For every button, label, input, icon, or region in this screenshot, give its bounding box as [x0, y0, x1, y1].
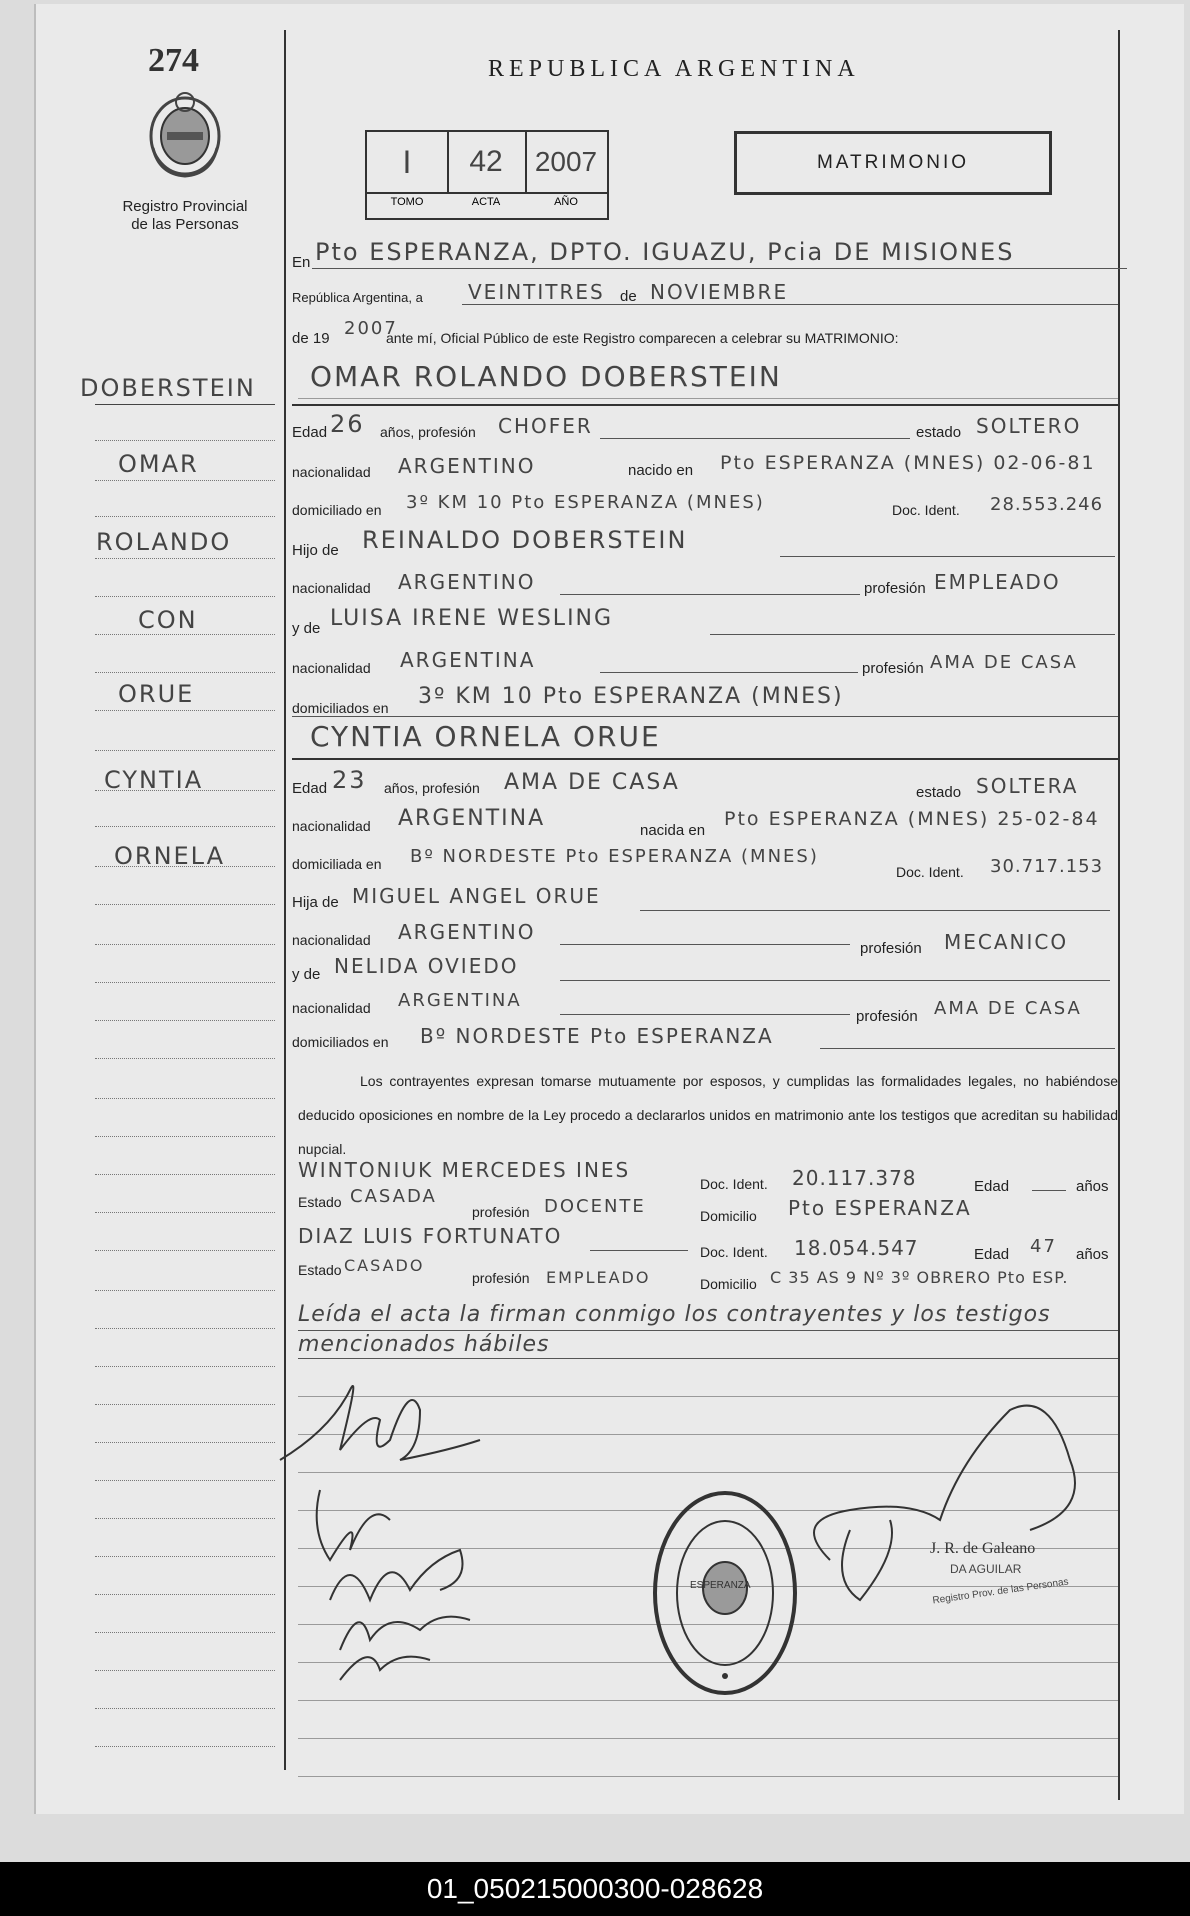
- stamp-office: ESPERANZA: [690, 1580, 751, 1591]
- en-label: En: [292, 254, 311, 271]
- margin-bride-surname: ORUE: [118, 680, 195, 708]
- anio-label: AÑO: [554, 196, 578, 208]
- groom-nationality: ARGENTINO: [398, 454, 536, 478]
- groom-mother-prof-label: profesión: [862, 660, 924, 677]
- acta-value: 42: [447, 132, 527, 192]
- groom-doc-label: Doc. Ident.: [892, 502, 960, 518]
- groom-mother-nationality: ARGENTINA: [400, 648, 536, 672]
- witness-2-estado-label: Estado: [298, 1262, 342, 1278]
- bride-mother-nat-label: nacionalidad: [292, 1000, 371, 1016]
- groom-age: 26: [330, 410, 365, 438]
- officer-office: Registro Prov. de las Personas: [931, 1576, 1070, 1607]
- witness-2-estado: CASADO: [344, 1256, 425, 1275]
- coat-of-arms-icon: [145, 88, 225, 178]
- bride-age: 23: [332, 766, 367, 794]
- witness-1-doc: 20.117.378: [792, 1166, 917, 1190]
- witness-1-profession: DOCENTE: [544, 1196, 646, 1217]
- groom-profession-label: años, profesión: [380, 424, 476, 440]
- country-heading: REPUBLICA ARGENTINA: [488, 56, 860, 82]
- tomo-label: TOMO: [390, 196, 424, 208]
- marriage-year: 2007: [344, 318, 398, 339]
- groom-domicile: 3º KM 10 Pto ESPERANZA (MNES): [406, 492, 765, 513]
- witness-1-domicile-label: Domicilio: [700, 1208, 757, 1224]
- intro-text: ante mí, Oficial Público de este Registro comparecen a celebrar su MATRIMONIO:: [386, 330, 899, 346]
- official-stamp-icon: [650, 1488, 800, 1698]
- witness-2-profession: EMPLEADO: [546, 1268, 651, 1287]
- groom-parents-domicile: 3º KM 10 Pto ESPERANZA (MNES): [418, 684, 844, 709]
- bride-age-label: Edad: [292, 780, 328, 797]
- bride-estado-label: estado: [916, 784, 962, 801]
- republic-label: República Argentina, a: [292, 290, 423, 305]
- anio-value: 2007: [534, 146, 598, 177]
- bride-mother: NELIDA OVIEDO: [334, 954, 519, 978]
- groom-age-label: Edad: [292, 424, 328, 441]
- witness-1-name: WINTONIUK MERCEDES INES: [298, 1158, 631, 1182]
- groom-and-label: y de: [292, 620, 321, 637]
- bride-father-prof-label: profesión: [860, 940, 922, 957]
- groom-born-label: nacido en: [628, 462, 694, 479]
- groom-father-prof-label: profesión: [864, 580, 926, 597]
- groom-mother-nat-label: nacionalidad: [292, 660, 371, 676]
- bride-nationality: ARGENTINA: [398, 806, 546, 831]
- bride-nationality-label: nacionalidad: [292, 818, 371, 834]
- margin-name-1: OMAR: [118, 450, 199, 478]
- bride-born-label: nacida en: [640, 822, 706, 839]
- bride-birth: Pto ESPERANZA (MNES) 25-02-84: [724, 808, 1100, 830]
- bride-father-nat-label: nacionalidad: [292, 932, 371, 948]
- bride-daughter-label: Hija de: [292, 894, 339, 911]
- declaration-text: Los contrayentes expresan tomarse mutuamente por esposos, y cumplidas las formalidades legales, no habiéndose deducido oposiciones en nombre de la Ley procedo a declararlos unidos en matrimonio ante los testigos que acreditan su habilidad nupcial.: [298, 1073, 1118, 1157]
- groom-mother: LUISA IRENE WESLING: [330, 606, 614, 631]
- officer-subtitle: DA AGUILAR: [950, 1562, 1022, 1576]
- marriage-place: Pto ESPERANZA, DPTO. IGUAZU, Pcia DE MISIONES: [315, 238, 1015, 266]
- margin-bride-name-2: ORNELA: [114, 842, 226, 870]
- de-year-label: de 19: [292, 330, 330, 347]
- groom-birth: Pto ESPERANZA (MNES) 02-06-81: [720, 452, 1096, 474]
- groom-estado-label: estado: [916, 424, 962, 441]
- closing-statement: Leída el acta la firman conmigo los contrayentes y los testigos mencionados hábiles: [298, 1302, 1051, 1357]
- document-type: MATRIMONIO: [734, 131, 1052, 195]
- witness-1-estado: CASADA: [350, 1186, 437, 1207]
- bride-domicile: Bº NORDESTE Pto ESPERANZA (MNES): [410, 846, 819, 867]
- witness-2-profession-label: profesión: [472, 1270, 530, 1286]
- witness-1-domicile: Pto ESPERANZA: [788, 1196, 972, 1220]
- bride-parents-domicile: Bº NORDESTE Pto ESPERANZA: [420, 1024, 774, 1048]
- bride-father-nationality: ARGENTINO: [398, 920, 536, 944]
- acta-label: ACTA: [471, 196, 501, 208]
- groom-parents-domicile-label: domiciliados en: [292, 700, 389, 716]
- bride-father-profession: MECANICO: [944, 930, 1069, 954]
- groom-father-profession: EMPLEADO: [934, 570, 1061, 594]
- marriage-month: NOVIEMBRE: [650, 280, 789, 304]
- groom-nationality-label: nacionalidad: [292, 464, 371, 480]
- page-number: 274: [148, 42, 199, 79]
- witness-1-age-label: Edad: [974, 1178, 1010, 1195]
- witness-2-domicile: C 35 AS 9 Nº 3º OBRERO Pto ESP.: [770, 1268, 1069, 1287]
- groom-estado: SOLTERO: [976, 414, 1082, 438]
- bride-name: CYNTIA ORNELA ORUE: [310, 720, 661, 753]
- groom-father-nationality: ARGENTINO: [398, 570, 536, 594]
- groom-mother-profession: AMA DE CASA: [930, 652, 1078, 673]
- margin-bride-name-1: CYNTIA: [104, 766, 204, 794]
- officer-name: J. R. de Galeano: [930, 1540, 1036, 1557]
- bride-father: MIGUEL ANGEL ORUE: [352, 884, 601, 908]
- marriage-day: VEINTITRES: [468, 280, 605, 304]
- bride-and-label: y de: [292, 966, 321, 983]
- witness-2-doc-label: Doc. Ident.: [700, 1244, 768, 1260]
- groom-profession: CHOFER: [498, 414, 593, 438]
- bride-doc-label: Doc. Ident.: [896, 864, 964, 880]
- bride-profession: AMA DE CASA: [504, 770, 680, 795]
- de-label: de: [620, 288, 637, 305]
- registry-name: Registro Provincial de las Personas: [122, 198, 248, 233]
- bride-profession-label: años, profesión: [384, 780, 480, 796]
- witness-1-doc-label: Doc. Ident.: [700, 1176, 768, 1192]
- right-border: [1118, 30, 1120, 1800]
- groom-domicile-label: domiciliado en: [292, 502, 382, 518]
- contractor-signatures-icon: [270, 1350, 510, 1700]
- tomo-value: I: [367, 132, 449, 192]
- groom-father: REINALDO DOBERSTEIN: [362, 526, 688, 554]
- bride-parents-domicile-label: domiciliados en: [292, 1034, 389, 1050]
- scan-id-footer: 01_050215000300-028628: [0, 1862, 1190, 1916]
- witness-1-years-label: años: [1076, 1178, 1109, 1195]
- bride-domicile-label: domiciliada en: [292, 856, 382, 872]
- margin-name-2: ROLANDO: [96, 528, 232, 556]
- bride-doc: 30.717.153: [990, 856, 1104, 877]
- bride-mother-profession: AMA DE CASA: [934, 998, 1082, 1019]
- groom-father-nat-label: nacionalidad: [292, 580, 371, 596]
- witness-2-doc: 18.054.547: [794, 1236, 919, 1260]
- witness-2-age: 47: [1030, 1236, 1057, 1257]
- margin-con: CON: [138, 606, 198, 634]
- witness-2-name: DIAZ LUIS FORTUNATO: [298, 1224, 563, 1248]
- witness-2-years-label: años: [1076, 1246, 1109, 1263]
- margin-surname: DOBERSTEIN: [80, 374, 256, 402]
- groom-son-label: Hijo de: [292, 542, 339, 559]
- bride-mother-nationality: ARGENTINA: [398, 990, 522, 1011]
- bride-mother-prof-label: profesión: [856, 1008, 918, 1025]
- groom-name: OMAR ROLANDO DOBERSTEIN: [310, 360, 782, 393]
- groom-doc: 28.553.246: [990, 494, 1104, 515]
- witness-1-estado-label: Estado: [298, 1194, 342, 1210]
- witness-1-profession-label: profesión: [472, 1204, 530, 1220]
- witness-2-age-label: Edad: [974, 1246, 1010, 1263]
- bride-estado: SOLTERA: [976, 774, 1079, 798]
- witness-2-domicile-label: Domicilio: [700, 1276, 757, 1292]
- record-box: [365, 130, 609, 220]
